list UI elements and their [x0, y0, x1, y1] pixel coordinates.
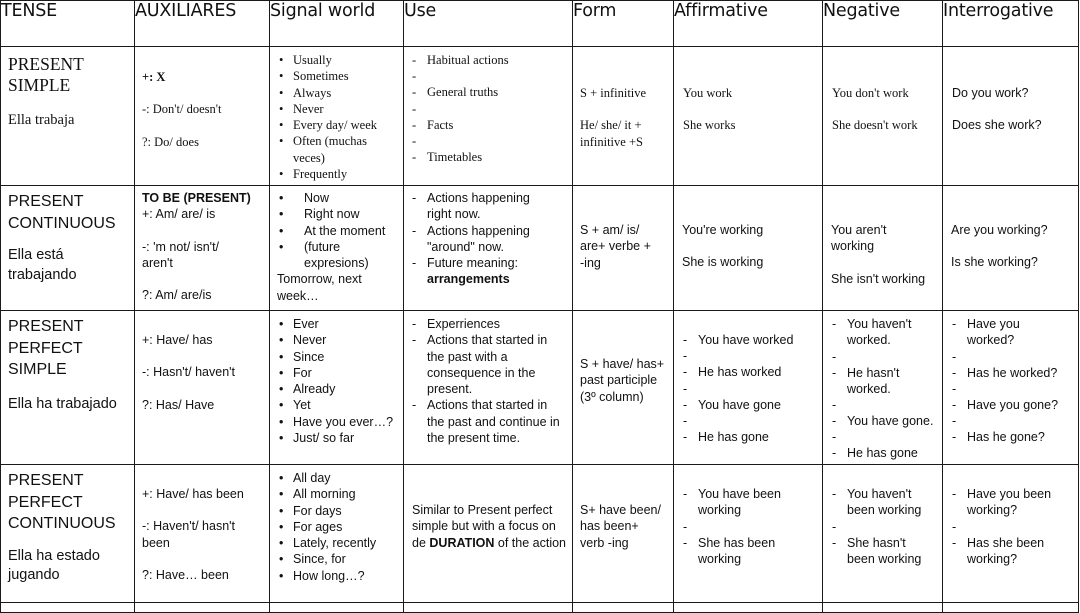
aux-question: ?: Do/ does	[142, 134, 199, 149]
auxiliares-cell	[135, 465, 270, 603]
interrogative-example: - Has she been working?	[951, 535, 1066, 568]
interrogative-example: Are you working?	[951, 223, 1048, 237]
tense-name: CONTINUOUS	[8, 515, 116, 532]
use-item	[411, 255, 566, 288]
aux-title: TO BE (PRESENT)	[142, 191, 251, 205]
header-signal-words: Signal world	[270, 1, 404, 47]
negative-cell	[823, 47, 943, 186]
aux-positive: +: Am/ are/ is	[142, 207, 216, 222]
signal-word: • (future expresions)	[277, 239, 374, 272]
aux-negative: -: Hasn't/ haven't	[142, 365, 236, 380]
use-item-bold: arrangements	[427, 272, 510, 287]
affirmative-example: She is working	[682, 255, 764, 270]
signal-word: • Sometimes	[277, 68, 397, 84]
use-item-text: Future meaning:	[427, 256, 519, 271]
signal-word: • Ever	[277, 316, 397, 332]
affirmative-example: - You have gone	[682, 397, 816, 413]
negative-cell	[823, 186, 943, 311]
use-text: Similar to Present perfect simple but with a focus on de	[412, 503, 556, 550]
affirmative-cell	[674, 186, 823, 311]
signal-word: • All morning	[277, 486, 397, 502]
header-form: Form	[573, 1, 674, 47]
tense-spanish: Ella trabaja	[8, 112, 75, 128]
negative-example: - You have gone.	[831, 413, 936, 429]
tense-name: CONTINUOUS	[8, 214, 116, 232]
aux-positive: +: Have/ has been	[142, 487, 244, 501]
signal-word: • For days	[277, 503, 397, 519]
affirmative-cell	[674, 311, 823, 465]
use-item: - Experriences	[411, 316, 566, 332]
negative-example: - You haven't been working	[831, 486, 931, 519]
signal-word: • Never	[277, 332, 397, 348]
empty-cell	[1, 603, 135, 613]
signal-word: • Frequently	[277, 166, 397, 182]
header-use: Use	[404, 1, 573, 47]
empty-cell	[823, 603, 943, 613]
affirmative-example: - You have been working	[682, 486, 787, 519]
signal-words-cell	[270, 47, 404, 186]
negative-example: She doesn't work	[832, 118, 918, 133]
aux-positive: +: Have/ has	[142, 333, 213, 347]
interrogative-example: Do you work?	[952, 86, 1029, 100]
interrogative-example: - Has he worked?	[951, 365, 1072, 381]
signal-word: • How long…?	[277, 568, 397, 584]
row-present-perfect-continuous	[1, 465, 1079, 603]
use-cell	[404, 311, 573, 465]
row-cutoff	[1, 603, 1079, 613]
interrogative-example: Does she work?	[952, 118, 1042, 133]
affirmative-example: You work	[683, 86, 733, 100]
affirmative-example: - You have worked	[682, 332, 816, 348]
tense-name: PRESENT	[8, 472, 84, 489]
use-text: of the action	[494, 535, 567, 550]
use-item: - Actions happening right now.	[411, 190, 555, 223]
signal-word: • For ages	[277, 519, 397, 535]
row-present-simple	[1, 47, 1079, 186]
signal-word: Tomorrow, next week…	[277, 272, 362, 303]
tense-cell	[1, 465, 135, 603]
empty-cell	[270, 603, 404, 613]
interrogative-example: - Have you worked?	[951, 316, 1047, 349]
affirmative-example: She works	[683, 118, 736, 133]
use-cell	[404, 465, 573, 603]
signal-word: • Since, for	[277, 551, 397, 567]
signal-words-cell	[270, 311, 404, 465]
signal-word: • Lately, recently	[277, 535, 397, 551]
form-line: S + have/ has+ past participle (3º column)	[580, 357, 665, 404]
signal-word: • Yet	[277, 397, 397, 413]
signal-word: • Already	[277, 381, 397, 397]
auxiliares-cell	[135, 186, 270, 311]
tense-name: PRESENT	[8, 54, 84, 74]
signal-word: • At the moment	[277, 223, 397, 239]
use-item: - Actions happening "around" now.	[411, 223, 555, 256]
empty-cell	[573, 603, 674, 613]
header-negative: Negative	[823, 1, 943, 47]
negative-example: - You haven't worked.	[831, 316, 936, 349]
interrogative-cell	[943, 311, 1079, 465]
use-item: - Timetables	[411, 149, 566, 165]
empty-cell	[404, 603, 573, 613]
affirmative-example: - She has been working	[682, 535, 787, 568]
interrogative-cell	[943, 465, 1079, 603]
form-cell	[573, 47, 674, 186]
tense-name: SIMPLE	[8, 75, 71, 95]
use-description	[412, 502, 566, 551]
signal-word: • Since	[277, 349, 397, 365]
negative-example: You don't work	[832, 86, 909, 100]
form-line: S+ have been/ has been+ verb -ing	[580, 503, 661, 550]
affirmative-example: - He has worked	[682, 364, 816, 380]
tense-name: SIMPLE	[8, 361, 67, 378]
tense-spanish: Ella ha trabajado	[8, 395, 117, 412]
tense-name: PRESENT	[8, 193, 84, 210]
affirmative-cell	[674, 47, 823, 186]
use-bold: DURATION	[429, 535, 495, 550]
aux-question: ?: Am/ are/is	[142, 288, 212, 303]
interrogative-example: - Has he gone?	[951, 429, 1072, 445]
signal-word: • Often (muchas veces)	[277, 133, 397, 166]
header-row	[1, 1, 1079, 47]
negative-example: You aren't working	[831, 223, 887, 254]
aux-positive: +: X	[142, 70, 166, 84]
form-line: S + am/ is/ are+ verbe + -ing	[580, 223, 651, 270]
header-affirmative: Affirmative	[674, 1, 823, 47]
form-cell	[573, 311, 674, 465]
negative-example: - She hasn't been working	[831, 535, 931, 568]
signal-word: • Every day/ week	[277, 117, 397, 133]
affirmative-example: - He has gone	[682, 429, 816, 445]
use-cell	[404, 47, 573, 186]
header-auxiliares: AUXILIARES	[135, 1, 270, 47]
tense-spanish: Ella ha estado jugando	[8, 547, 100, 583]
signal-words-cell	[270, 186, 404, 311]
interrogative-cell	[943, 47, 1079, 186]
form-cell	[573, 186, 674, 311]
negative-example: - He hasn't worked.	[831, 365, 936, 398]
tense-name: PERFECT	[8, 493, 83, 511]
signal-word: • Never	[277, 101, 397, 117]
use-item: - Actions that started in the past with a consequence in the present.	[411, 332, 566, 397]
signal-word: • Have you ever…?	[277, 414, 397, 430]
interrogative-example: Is she working?	[951, 255, 1038, 270]
signal-word: • Usually	[277, 52, 397, 68]
form-cell	[573, 465, 674, 603]
use-cell	[404, 186, 573, 311]
negative-cell	[823, 465, 943, 603]
tense-cell	[1, 311, 135, 465]
form-line: He/ she/ it + infinitive +S	[580, 118, 643, 149]
use-item: - Facts	[411, 117, 566, 133]
tense-cell	[1, 186, 135, 311]
signal-word: • Just/ so far	[277, 430, 397, 446]
signal-word: • For	[277, 365, 397, 381]
interrogative-cell	[943, 186, 1079, 311]
empty-cell	[943, 603, 1079, 613]
signal-word: • Always	[277, 85, 397, 101]
signal-words-cell	[270, 465, 404, 603]
affirmative-example: You're working	[682, 223, 764, 237]
tense-cell	[1, 47, 135, 186]
aux-negative: -: 'm not/ isn't/ aren't	[142, 239, 220, 270]
signal-word: • Now	[277, 190, 397, 206]
use-item: - Actions that started in the past and continue in the present time.	[411, 397, 566, 446]
tense-name: PRESENT	[8, 318, 84, 335]
negative-example: She isn't working	[831, 271, 926, 286]
aux-question: ?: Has/ Have	[142, 397, 215, 412]
use-item: - General truths	[411, 84, 566, 100]
aux-negative: -: Don't/ doesn't	[142, 102, 222, 117]
signal-word: • All day	[277, 470, 397, 486]
header-tense: TENSE	[1, 1, 135, 47]
auxiliares-cell	[135, 311, 270, 465]
empty-cell	[674, 603, 823, 613]
use-item: - Habitual actions	[411, 52, 566, 68]
row-present-continuous	[1, 186, 1079, 311]
negative-example: - He has gone	[831, 445, 936, 461]
interrogative-example: - Have you gone?	[951, 397, 1072, 413]
auxiliares-cell	[135, 47, 270, 186]
tense-spanish: Ella está trabajando	[8, 247, 77, 283]
empty-cell	[135, 603, 270, 613]
aux-question: ?: Have… been	[142, 567, 229, 582]
form-line: S + infinitive	[580, 86, 647, 100]
row-present-perfect-simple	[1, 311, 1079, 465]
aux-negative: -: Haven't/ hasn't been	[142, 519, 236, 550]
signal-word: • Right now	[277, 206, 397, 222]
negative-cell	[823, 311, 943, 465]
header-interrogative: Interrogative	[943, 1, 1079, 47]
interrogative-example: - Have you been working?	[951, 486, 1066, 519]
affirmative-cell	[674, 465, 823, 603]
tense-name: PERFECT	[8, 339, 83, 357]
